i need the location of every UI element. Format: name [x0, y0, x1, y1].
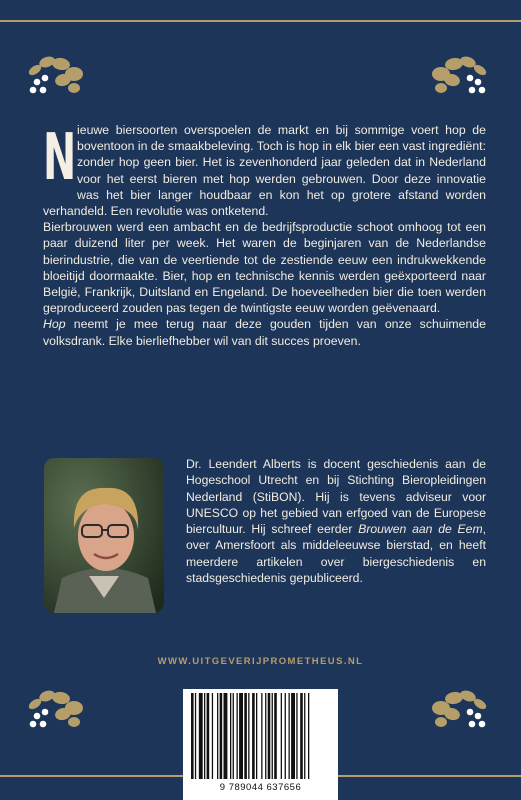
intro-paragraph-1: Nieuwe biersoorten overspoelen de markt en bij sommige voert hop de boventoon in de smaakbeleving. Toch is hop in elk bier een vast ingrediënt: zonder hop geen bier. Het is zevenhonderd jaar geleden dat in Nederland voor het eerst bieren met hop werden gebrouwen. Door deze innovatie was het bier langer houdbaar en kon het op grotere afstand worden verhandeld. Een revolutie was ontketend.	[43, 121, 486, 219]
drop-cap: N	[43, 121, 77, 195]
hop-ornament-icon	[27, 684, 87, 730]
intro-paragraph-2: Bierbrouwen werd een ambacht en de bedrijfsproductie schoot omhoog tot een paar duizend liter per week. Het waren de beginjaren van de Nederlandse bierindustrie, die van de veertiende tot de zestiende eeuw een indrukwekkende bloeitijd doormaakte. Bier, hop en technische kennis werden geëxporteerd naar België, Frankrijk, Duitsland en Engeland. De hoeveelheden bier die toen werden geproduceerd zouden pas tegen de twintigste eeuw worden geëvenaard.	[43, 220, 486, 316]
isbn-number: 9 789044 637656	[219, 782, 302, 793]
intro-paragraph-3: Hop neemt je mee terug naar deze gouden tijden van onze schuimende volksdrank. Elke bierliefhebber wil van dit succes proeven.	[43, 317, 486, 348]
hop-ornament-icon	[428, 684, 488, 730]
author-photo	[44, 458, 164, 613]
hop-ornament-icon	[27, 50, 87, 96]
intro-text	[43, 122, 486, 349]
barcode	[183, 689, 338, 800]
publisher-url[interactable]: WWW.UITGEVERIJPROMETHEUS.NL	[157, 656, 364, 667]
hop-ornament-icon	[428, 50, 488, 96]
book-title: Hop	[43, 317, 66, 332]
author-bio: Dr. Leendert Alberts is docent geschiedenis aan de Hogeschool Utrecht en bij Stichting Bieropleidingen Nederland (StiBON). Hij is tevens adviseur voor UNESCO op het gebied van erfgoed van de Europese biercultuur. Hij schreef eerder Brouwen aan de Eem, over Amersfoort als middeleeuwse bierstad, en heeft meerdere artikelen over biergeschiedenis en stadsgeschiedenis gepubliceerd.	[186, 457, 486, 586]
top-rule	[0, 20, 521, 22]
barcode-bars	[183, 689, 338, 781]
